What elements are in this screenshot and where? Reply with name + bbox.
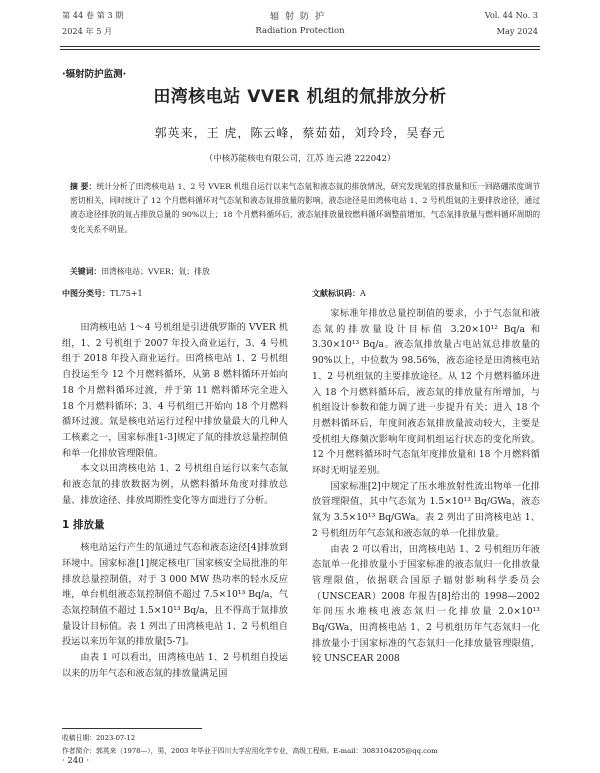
keywords bbox=[70, 266, 540, 277]
header-rule bbox=[60, 46, 540, 47]
clc-label: 中图分类号： bbox=[62, 289, 110, 298]
footnote-rule bbox=[62, 728, 202, 729]
affiliation: （中核苏能核电有限公司，江苏 连云港 222042） bbox=[204, 154, 396, 164]
page-number: · 240 · bbox=[62, 756, 90, 766]
journal-name-cn: 辐射防护 bbox=[269, 12, 330, 22]
right-column bbox=[312, 306, 540, 667]
keywords-text: 田湾核电站；VVER；氚；排放 bbox=[101, 267, 210, 276]
date-en: May 2024 bbox=[496, 26, 538, 36]
left-column bbox=[62, 320, 288, 681]
body-paragraph: 由表 2 可以看出，田湾核电站 1、2 号机组历年液态氚单一化排放量小于国家标准的液态氚归一化排放量管理限值，依据联合国原子辐射影响科学委员会（UNSCEAR）2008 年报告[8]给出的 1998—2002 年间压水堆核电液态氚归一化排放量 2.0×10¹³ Bq/GWa，田湾核电站 1、2 号机组历年气态氚归一化排放量小于国家标准的气态氚归一化排放量管理限值，较 UNSCEAR 2008 bbox=[312, 543, 540, 665]
document-code bbox=[312, 288, 366, 299]
body-paragraph: 由表 1 可以看出，田湾核电站 1、2 号机组自投运以来的历年气态和液态氚的排放量满足国 bbox=[62, 652, 288, 679]
body-paragraph: 核电站运行产生的氚通过气态和液态途径[4]排放到环境中。国家标准[1]规定核电厂国家核安全局批准的年排放总量控制值，对于 3 000 MW 热功率的轻水反应堆，单台机组液态氚控制值不超过 7.5×10¹³ Bq/a，气态氚控制值不超过 1.5×10¹³ Bq/a，且不得高于氚排放量设计目标值。表 1 列出了田湾核电站 1、2 号机组自投运以来历年氚的排放量[5-7]。 bbox=[62, 542, 288, 648]
header-rule-thin bbox=[60, 49, 540, 50]
article-title: 田湾核电站 VVER 机组的氚排放分析 bbox=[153, 87, 447, 107]
authors: 郭英来，王 虎，陈云峰，蔡茹茹，刘玲玲，吴春元 bbox=[154, 126, 446, 140]
abstract-label: 摘 要： bbox=[70, 182, 97, 191]
clc-number bbox=[62, 288, 143, 299]
volume-cn: 第 44 卷 第 3 期 bbox=[62, 10, 124, 20]
abstract bbox=[70, 180, 540, 237]
running-header bbox=[0, 8, 600, 44]
author-info: 作者简介：郭英来（1978—），男，2003 年毕业于四川大学应用化学专业，高级工程师。E-mail：3083104205@qq.com bbox=[62, 747, 438, 755]
volume-en: Vol. 44 No. 3 bbox=[484, 10, 538, 20]
section-tag: ·辐射防护监测· bbox=[62, 69, 127, 80]
received-date: 收稿日期：2023-07-12 bbox=[62, 734, 136, 742]
abstract-text: 统计分析了田湾核电站 1、2 号 VVER 机组自运行以来气态氚和液态氚的排放情况，研究发现氚的排放量和压一回路硼浓度调节密切相关，同时统计了 12 个月燃料循环对气态氚和液态氚排放量的影响，液态途径是田湾核电站 1、2 号机组氚的主要排放途径，通过液态途径排放的氚占排放总量的 90%以上；18 个月燃料循环后，液态氚排放量较燃料循环调整前增加，气态氚排放量与燃料循环周期的变化关系不明显。 bbox=[70, 182, 541, 234]
body-paragraph: 田湾核电站 1～4 号机组是引进俄罗斯的 VVER 机组，1、2 号机组于 2007 年投入商业运行，3、4 号机组于 2018 年投入商业运行。田湾核电站 1、2 号机组自投运至今 12 个月燃料循环，从第 8 燃料循环开始向 18 个月燃料循环过渡，并于第 11 燃料循环完全进入 18 个月燃料循环；3、4 号机组已开始向 18 个月燃料循环过渡。氚是核电站运行过程中排放量最大的几种人工核素之一，国家标准[1-3]规定了氚的排放总量控制值和单一化排放管理限值。 bbox=[62, 322, 288, 459]
body-paragraph: 国家标准[2]中规定了压水堆放射性流出物单一化排放管理限值，其中气态氚为 1.5×10¹³ Bq/GWa，液态氚为 3.5×10¹³ Bq/GWa。表 2 列出了田湾核电站 1、2 号机组历年气态氚和液态氚的单一化排放量。 bbox=[312, 480, 540, 539]
body-paragraph: 家标准年排放总量控制值的要求，小于气态氚和液态氚的排放量设计目标值 3.20×10¹² Bq/a 和 3.30×10¹³ Bq/a。液态氚排放量占电站氚总排放量的 90%以上，中位数为 98.56%，液态途径是田湾核电站 1、2 号机组氚的主要排放途径。从 12 个月燃料循环进入 18 个月燃料循环后，液态氚的排放量有所增加，与机组设计参数和能力调了进一步提升有关；进入 18 个月燃料循环后，年度间液态氚排放量波动较大，主要是受机组大修频次影响年度间机组运行状态的变化所致。12 个月燃料循环时气态氚年度排放量和 18 个月燃料循环时无明显差别。 bbox=[312, 308, 540, 477]
clc-value: TL75+1 bbox=[110, 289, 143, 298]
body-paragraph: 本文以田湾核电站 1、2 号机组自运行以来气态氚和液态氚的排放数据为例，从燃料循环角度对排放总量、排放途径、排放周期性变化等方面进行了分析。 bbox=[62, 463, 288, 506]
doc-code-label: 文献标识码： bbox=[312, 289, 360, 298]
keywords-label: 关键词： bbox=[70, 267, 102, 276]
doc-code-value: A bbox=[360, 289, 366, 298]
journal-name-en: Radiation Protection bbox=[255, 26, 345, 36]
date-cn: 2024 年 5 月 bbox=[62, 26, 113, 36]
section-heading: 1 排放量 bbox=[62, 519, 105, 532]
